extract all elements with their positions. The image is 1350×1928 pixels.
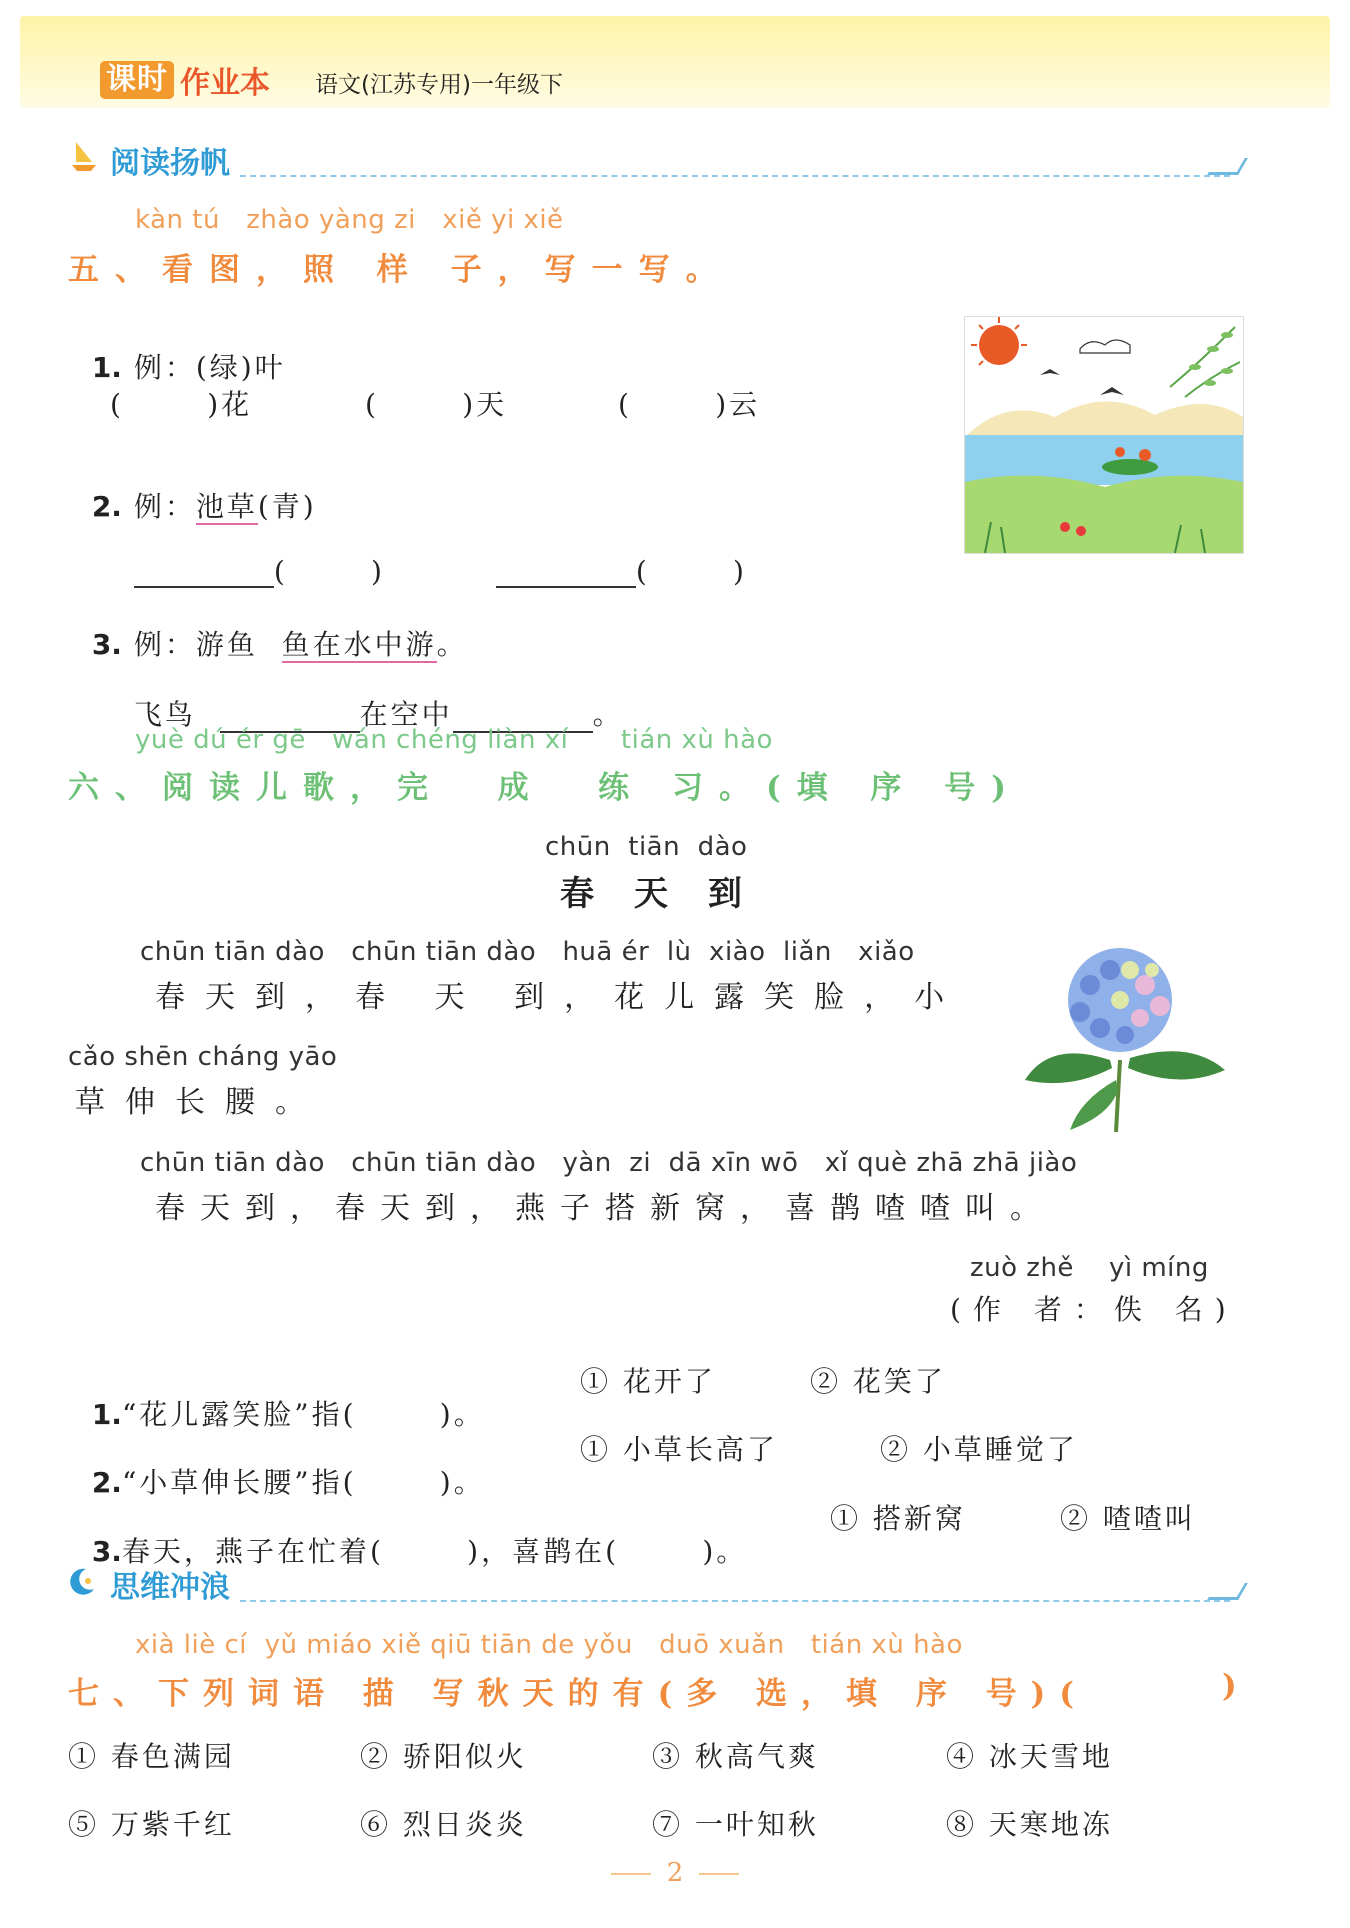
q7-option-8[interactable]: ⑧ 天寒地冻 — [946, 1808, 1113, 1841]
q7-option-7[interactable]: ⑦ 一叶知秋 — [652, 1808, 819, 1841]
q5-item3-question[interactable]: 飞鸟 在空中 。 — [133, 698, 624, 731]
q5-item1-blank3[interactable]: ( )云 — [618, 388, 761, 421]
page-number: 2 — [0, 1858, 1350, 1888]
q6-item1-option2[interactable]: ② 花笑了 — [810, 1365, 946, 1398]
q5-title: 五、看图，照 样 子，写一写。 — [68, 252, 733, 288]
q7-option-2[interactable]: ② 骄阳似火 — [360, 1740, 527, 1773]
section-divider — [240, 1600, 1230, 1602]
subject-label: 语文(江苏专用)一年级下 — [315, 72, 563, 98]
wave-icon — [1207, 158, 1248, 175]
poem-line3-pinyin: chūn tiān dào chūn tiān dào yàn zi dā xīn wō xǐ què zhā zhā jiào — [140, 1148, 1078, 1178]
poem-author: (作 者：佚 名) — [950, 1293, 1238, 1326]
q6-item3-option2[interactable]: ② 喳喳叫 — [1060, 1502, 1196, 1535]
q7-option-5[interactable]: ⑤ 万紫千红 — [68, 1808, 235, 1841]
q6-pinyin: yuè dú ér gē wán chéng liàn xí tián xù hào — [135, 725, 773, 755]
hydrangea-illustration — [1020, 940, 1230, 1140]
q7-option-3[interactable]: ③ 秋高气爽 — [652, 1740, 819, 1773]
q6-item2-option2[interactable]: ② 小草睡觉了 — [880, 1433, 1078, 1466]
brand-logo — [100, 60, 270, 100]
poem-line3: 春天到，春天到，燕子搭新窝，喜鹊喳喳叫。 — [155, 1191, 1055, 1226]
section-title-reading: 阅读扬帆 — [110, 146, 230, 181]
q7-option-6[interactable]: ⑥ 烈日炎炎 — [360, 1808, 527, 1841]
poem-line1-pinyin: chūn tiān dào chūn tiān dào huā ér lù xiào liǎn xiǎo — [140, 937, 915, 967]
poem-line2-pinyin: cǎo shēn cháng yāo — [68, 1042, 338, 1072]
q6-item1[interactable]: 1.“花儿露笑脸”指( )。 — [91, 1398, 485, 1431]
poem-title: 春天到 — [560, 874, 782, 914]
pond-scene-illustration — [964, 316, 1244, 554]
q7-option-4[interactable]: ④ 冰天雪地 — [946, 1740, 1113, 1773]
q5-item2-answer2[interactable]: ( ) — [472, 522, 747, 588]
wave-icon — [1207, 1583, 1248, 1600]
q6-item3-option1[interactable]: ① 搭新窝 — [830, 1502, 966, 1535]
q7-title: 七、下列词语 描 写秋天的有(多 选，填 序 号)( — [68, 1676, 1088, 1712]
q5-item1-blank1[interactable]: ( )花 — [110, 388, 253, 421]
brand-text: 作业本 — [180, 66, 270, 101]
q5-pinyin: kàn tú zhào yàng zi xiě yi xiě — [135, 205, 564, 235]
author-pinyin: zuò zhě yì míng — [970, 1253, 1209, 1283]
q6-item2-option1[interactable]: ① 小草长高了 — [580, 1433, 778, 1466]
q5-item2-answer1[interactable]: ( ) — [110, 522, 385, 588]
q5-item3-example: 3. 例：游鱼 鱼在水中游。 — [91, 628, 468, 661]
q6-title: 六、阅读儿歌，完 成 练 习。(填 序 号) — [68, 770, 1022, 806]
section-divider — [240, 175, 1230, 177]
q6-item1-option1[interactable]: ① 花开了 — [580, 1365, 716, 1398]
poem-title-pinyin: chūn tiān dào — [545, 832, 748, 862]
q5-item1-blank2[interactable]: ( )天 — [365, 388, 508, 421]
section-title-thinking: 思维冲浪 — [110, 1570, 230, 1605]
q7-option-1[interactable]: ① 春色满园 — [68, 1740, 235, 1773]
brand-box: 课时 — [100, 61, 174, 99]
q6-item3[interactable]: 3.春天，燕子在忙着( )，喜鹊在( )。 — [91, 1535, 748, 1568]
poem-line2: 草伸长腰。 — [75, 1085, 325, 1120]
poem-line1: 春天到，春 天 到，花儿露笑脸，小 — [155, 980, 965, 1015]
q5-item2-example: 2. 例：池草(青) — [91, 490, 317, 523]
sail-icon — [70, 138, 100, 174]
q7-pinyin: xià liè cí yǔ miáo xiě qiū tiān de yǒu duō xuǎn tián xù hào — [135, 1630, 963, 1660]
q5-item1-example: 1. 例：(绿)叶 — [91, 351, 286, 384]
q7-answer-close[interactable]: ) — [1222, 1668, 1237, 1704]
moon-icon — [66, 1565, 98, 1597]
q6-item2[interactable]: 2.“小草伸长腰”指( )。 — [91, 1466, 485, 1499]
